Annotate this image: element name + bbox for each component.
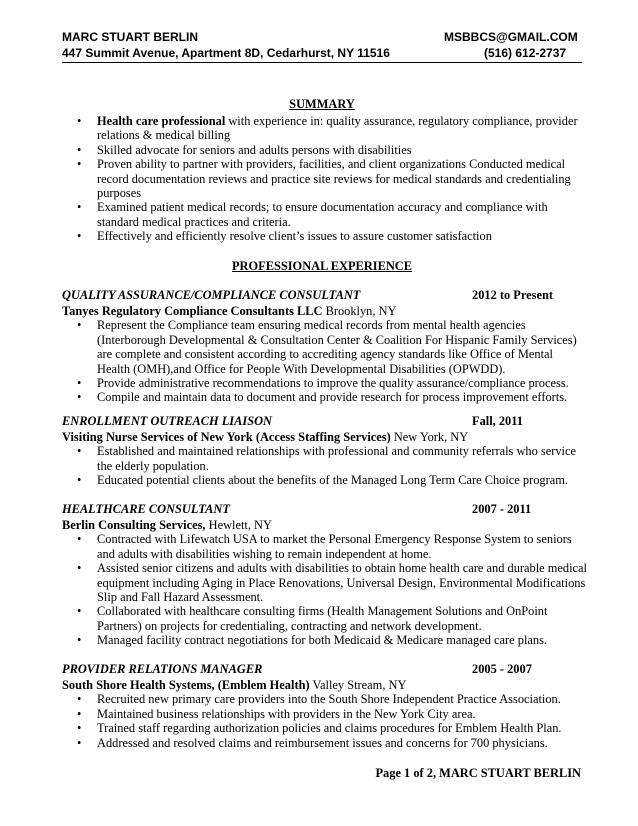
duty-item: [62, 736, 588, 750]
bullet-icon: •: [77, 735, 82, 750]
duty-item: [62, 692, 588, 706]
job-entry: [62, 662, 588, 750]
experience-heading: PROFESSIONAL EXPERIENCE: [231, 259, 413, 273]
job-title: ENROLLMENT OUTREACH LIAISON: [62, 414, 272, 428]
employer-location: Valley Stream, NY: [309, 678, 407, 692]
employer-location: New York, NY: [390, 430, 469, 444]
duty-text: Established and maintained relationships with professional and community referrals who service the elderly population.: [97, 444, 576, 473]
duty-item: [62, 390, 588, 404]
summary-item-text: Effectively and efficiently resolve client’s issues to assure customer satisfaction: [97, 229, 492, 244]
candidate-name: MARC STUART BERLIN: [62, 30, 198, 44]
duty-text: Maintained business relationships with providers in the New York City area.: [97, 706, 476, 721]
header-line-1: [62, 30, 582, 46]
summary-item-text: Proven ability to partner with providers, facilities, and client organizations Conducted medical record documentation reviews and practice site reviews for medical standards and credentialing purposes: [97, 157, 571, 201]
summary-item: [62, 200, 588, 229]
summary-item-text: Skilled advocate for seniors and adults persons with disabilities: [97, 142, 412, 157]
duty-item: [62, 721, 588, 735]
bullet-icon: •: [77, 561, 82, 576]
summary-item: [62, 143, 588, 157]
header-line-2: [62, 46, 582, 63]
bullet-icon: •: [77, 318, 82, 333]
bullet-icon: •: [77, 692, 82, 707]
summary-item-bold: Health care professional: [97, 114, 226, 128]
bullet-icon: •: [77, 114, 82, 128]
bullet-icon: •: [77, 532, 82, 547]
job-employer: [62, 678, 588, 692]
phone: (516) 612-2737: [484, 46, 567, 60]
summary-item: [62, 157, 588, 200]
summary-item: [62, 229, 588, 243]
duty-text: Trained staff regarding authorization policies and claims procedures for Emblem Health Plan.: [97, 721, 562, 736]
bullet-icon: •: [77, 390, 82, 405]
employer-name: South Shore Health Systems, (Emblem Health): [62, 678, 310, 692]
bullet-icon: •: [77, 604, 82, 619]
duty-text: Provide administrative recommendations to improve the quality assurance/compliance process.: [97, 376, 569, 391]
job-employer: [62, 304, 588, 318]
job-entry: [62, 414, 588, 488]
duty-item: [62, 444, 588, 473]
job-role-line: [62, 662, 588, 678]
duty-item: [62, 532, 588, 561]
duty-text: Contracted with Lifewatch USA to market the Personal Emergency Response System to seniors and adults with disabilities wishing to remain independent at home.: [97, 532, 572, 561]
job-entry: [62, 288, 588, 405]
job-dates: 2005 - 2007: [472, 662, 532, 676]
duty-text: Represent the Compliance team ensuring medical records from mental health agencies (Interborough Developmental & Consultation Center & Coalition For Hispanic Family Services) are complete and consistent according to accrediting agency standards like Office of Mental Health (OMH),and Office for People With Developmental Disabilities (OPWDD).: [97, 318, 577, 376]
duty-item: [62, 561, 588, 604]
bullet-icon: •: [77, 142, 82, 157]
duty-text: Educated potential clients about the benefits of the Managed Long Term Care Choice program.: [97, 473, 568, 488]
summary-list: [62, 114, 588, 244]
bullet-icon: •: [77, 706, 82, 721]
bullet-icon: •: [77, 473, 82, 488]
page-footer: Page 1 of 2, MARC STUART BERLIN: [375, 766, 581, 780]
duty-item: [62, 633, 588, 647]
summary-item-text: with experience in: quality assurance, regulatory compliance, provider relations & medical billing: [97, 114, 578, 143]
job-duties: [62, 444, 588, 487]
job-employer: [62, 518, 588, 532]
job-role-line: [62, 414, 588, 430]
address: 447 Summit Avenue, Apartment 8D, Cedarhurst, NY 11516: [62, 46, 390, 60]
employer-name: Visiting Nurse Services of New York (Access Staffing Services): [62, 430, 391, 444]
duty-item: [62, 604, 588, 633]
job-duties: [62, 318, 588, 404]
employer-name: Berlin Consulting Services,: [62, 518, 206, 532]
duty-text: Assisted senior citizens and adults with disabilities to obtain home health care and durable medical equipment including Aging in Place Renovations, Universal Design, Environmental Modifications Slip and Fall Hazard Assessment.: [97, 561, 587, 605]
job-role-line: [62, 502, 588, 518]
job-title: HEALTHCARE CONSULTANT: [62, 502, 230, 516]
duty-text: Recruited new primary care providers into the South Shore Independent Practice Association.: [97, 692, 561, 707]
duty-item: [62, 376, 588, 390]
duty-text: Collaborated with healthcare consulting firms (Health Management Solutions and OnPoint Partners) on projects for credentialing, contracting and network development.: [97, 604, 548, 633]
duty-text: Addressed and resolved claims and reimbursement issues and concerns for 700 physicians.: [97, 735, 548, 750]
bullet-icon: •: [77, 721, 82, 736]
bullet-icon: •: [77, 376, 82, 391]
email: MSBBCS@GMAIL.COM: [444, 30, 578, 44]
summary-item: [62, 114, 588, 143]
bullet-icon: •: [77, 200, 82, 215]
job-entry: [62, 502, 588, 648]
duty-item: [62, 707, 588, 721]
job-title: QUALITY ASSURANCE/COMPLIANCE CONSULTANT: [62, 288, 361, 302]
duty-text: Compile and maintain data to document and provide research for process improvement efforts.: [97, 390, 568, 405]
bullet-icon: •: [77, 157, 82, 172]
bullet-icon: •: [77, 229, 82, 244]
employer-name: Tanyes Regulatory Compliance Consultants LLC: [62, 304, 323, 318]
duty-text: Managed facility contract negotiations for both Medicaid & Medicare managed care plans.: [97, 633, 548, 648]
job-duties: [62, 692, 588, 750]
summary-heading: SUMMARY: [289, 97, 355, 111]
employer-location: Brooklyn, NY: [322, 304, 397, 318]
job-title: PROVIDER RELATIONS MANAGER: [62, 662, 263, 676]
job-role-line: [62, 288, 588, 304]
bullet-icon: •: [77, 444, 82, 459]
duty-item: [62, 473, 588, 487]
job-duties: [62, 532, 588, 647]
bullet-icon: •: [77, 633, 82, 648]
summary-item-text: Examined patient medical records; to ensure documentation accuracy and compliance with standard medical practices and criteria.: [97, 200, 548, 229]
job-dates: 2007 - 2011: [472, 502, 532, 516]
job-dates: 2012 to Present: [472, 288, 553, 302]
job-employer: [62, 430, 588, 444]
job-dates: Fall, 2011: [472, 414, 523, 428]
employer-location: Hewlett, NY: [205, 518, 272, 532]
duty-item: [62, 318, 588, 376]
